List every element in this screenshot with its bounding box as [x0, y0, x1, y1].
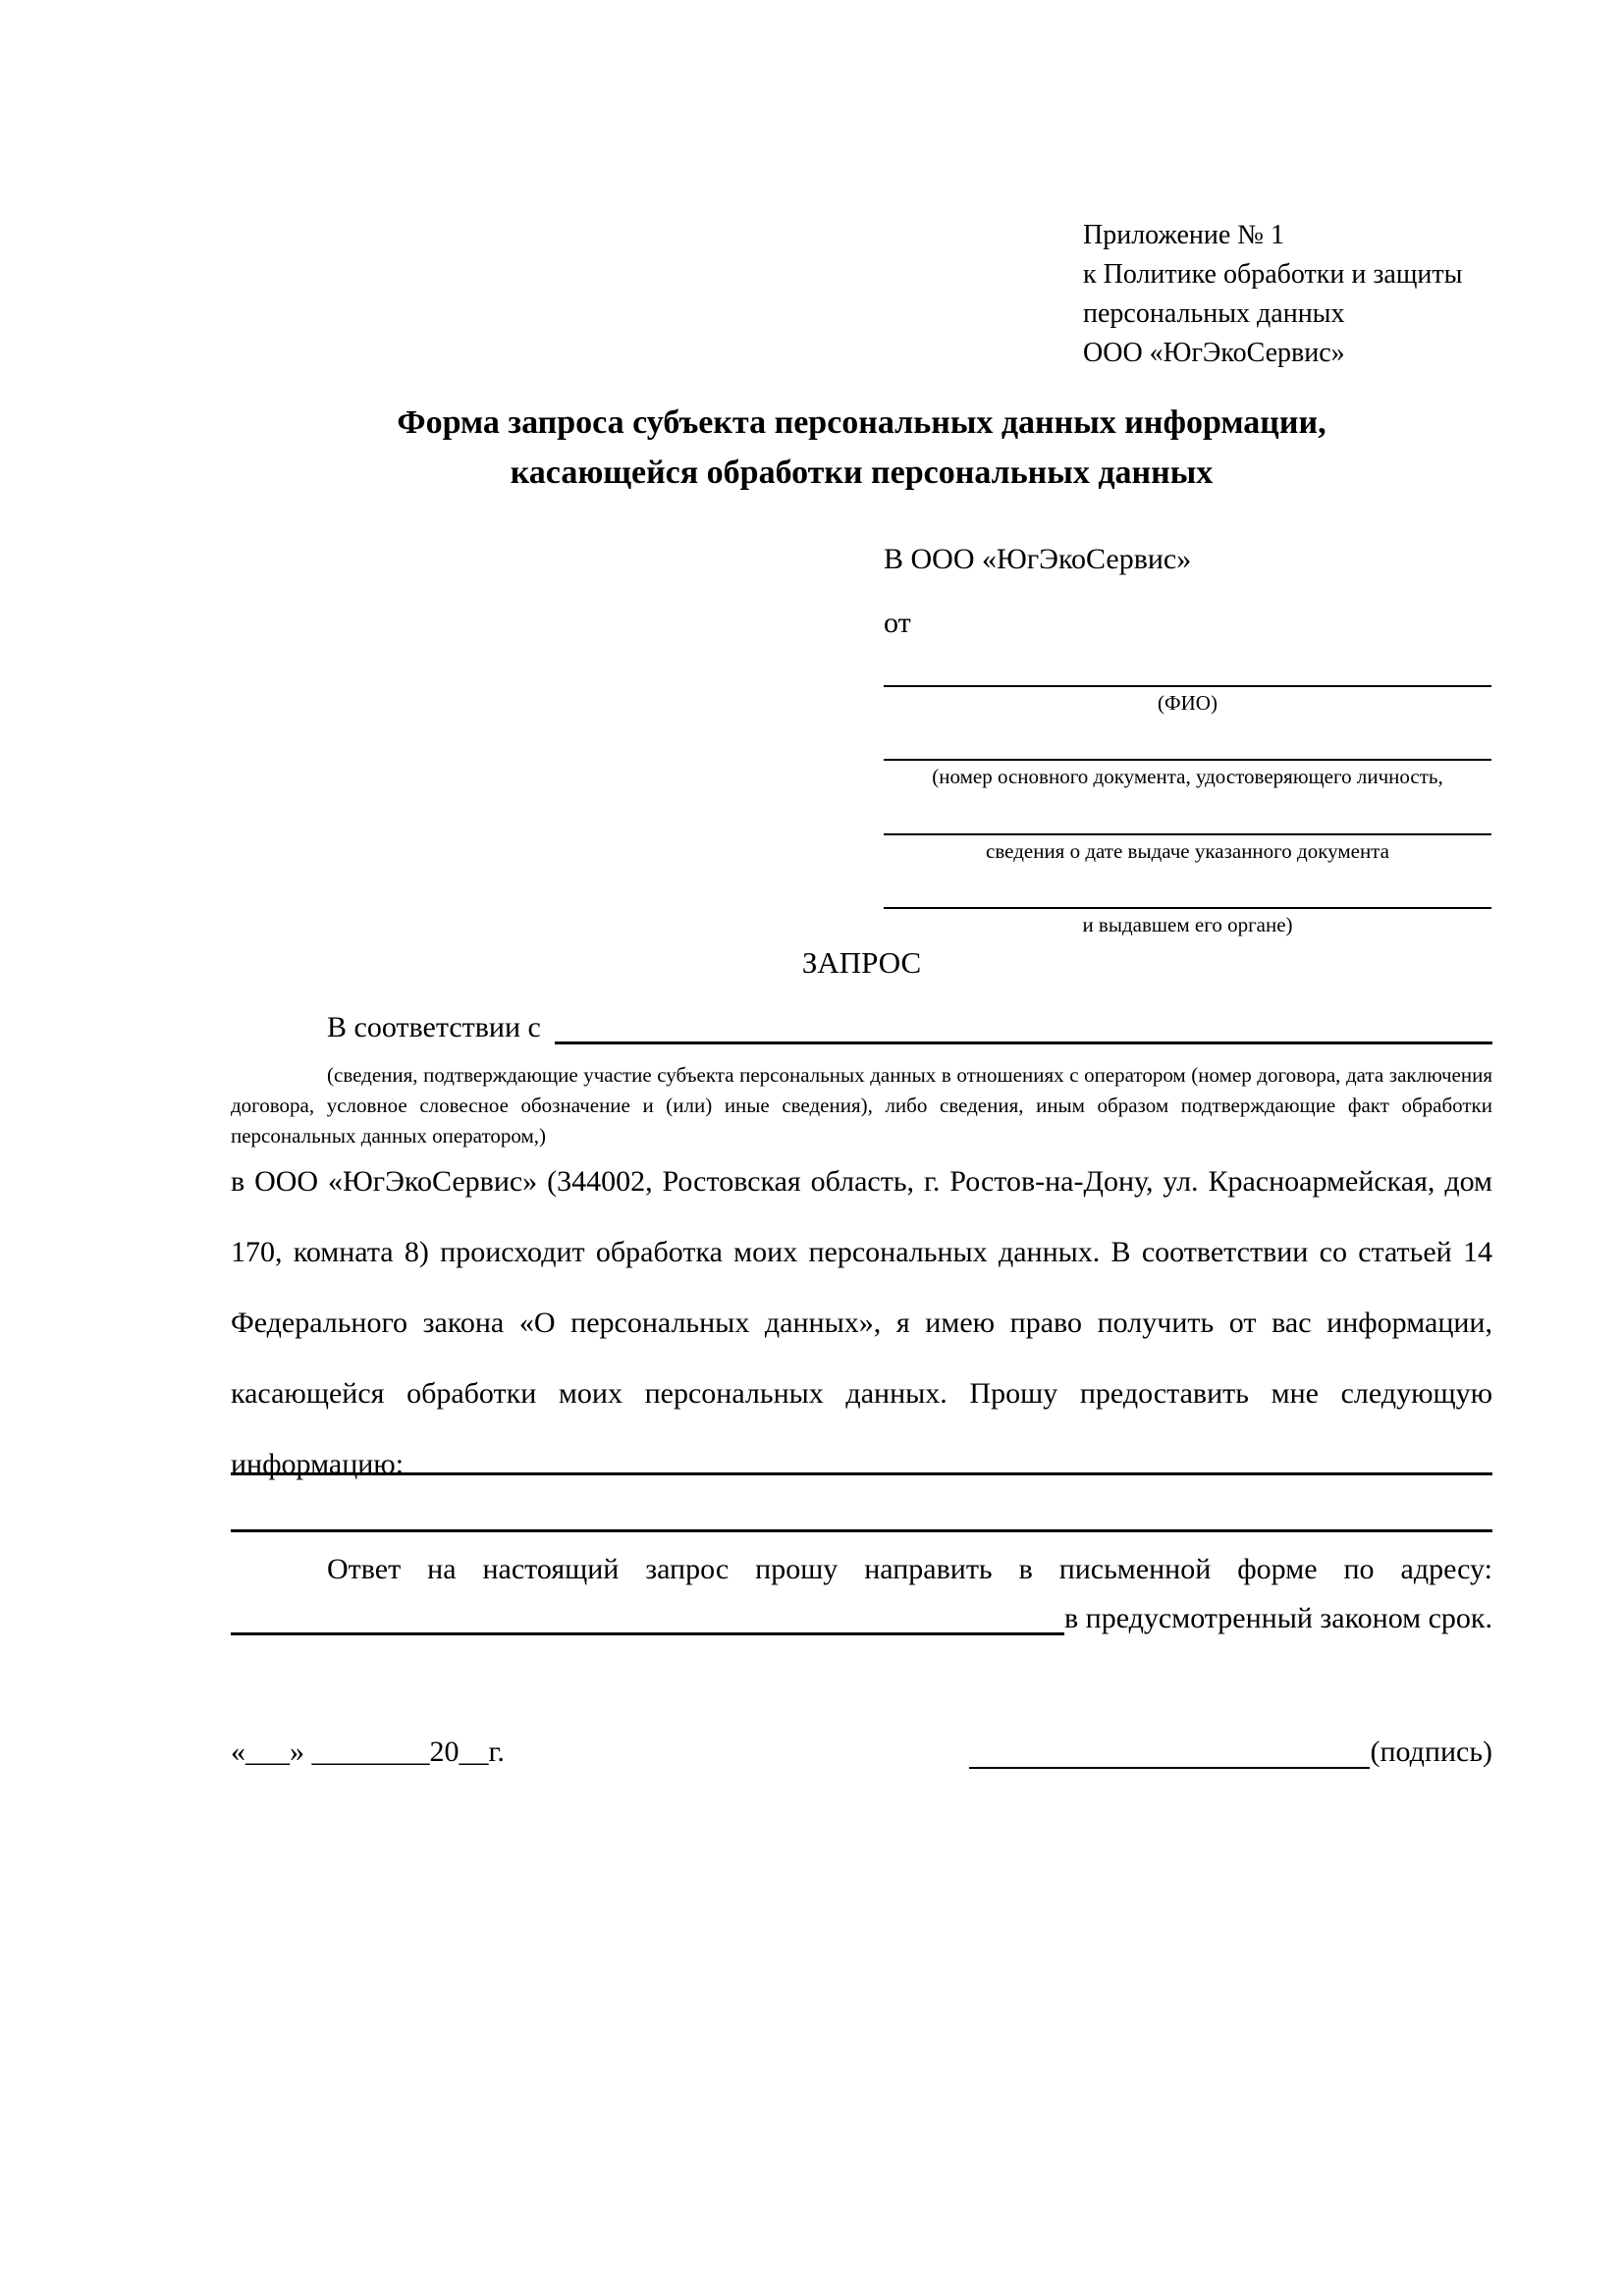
reply-address-line — [231, 1602, 1492, 1635]
document-number-caption: (номер основного документа, удостоверяющего личность, — [932, 765, 1443, 789]
reply-request-sentence: Ответ на настоящий запрос прошу направить в письменной форме по адресу: — [327, 1553, 1492, 1585]
document-title-line-1: Форма запроса субъекта персональных данных информации, — [397, 404, 1326, 441]
issuing-authority-field — [884, 881, 1491, 937]
request-heading: ЗАПРОС — [801, 945, 922, 980]
addressee-from-label: от — [884, 607, 911, 639]
appendix-line-1: Приложение № 1 — [1083, 220, 1284, 250]
appendix-line-2: к Политике обработки и защиты — [1083, 259, 1463, 291]
issuing-authority-caption: и выдавшем его органе) — [1082, 912, 1293, 936]
basis-note: (сведения, подтверждающие участие субъекта персональных данных в отношениях с оператором (номер договора, дата заключения договора, условное словесное обозначение и (или) иные сведения), либо сведения, иным образом подтверждающие факт обработки персональных данных оператором,) — [231, 1063, 1492, 1148]
addressee-to: В ООО «ЮгЭкоСервис» — [884, 543, 1192, 575]
issue-date-field — [884, 808, 1491, 864]
basis-prefix: В соответствии с — [327, 1011, 541, 1043]
document-title — [231, 398, 1492, 498]
info-fill-line-1[interactable] — [231, 1472, 1492, 1475]
document-number-field — [884, 733, 1491, 789]
appendix-header — [1083, 216, 1462, 373]
issuing-authority-fill-line[interactable] — [884, 881, 1491, 909]
date-fill-line[interactable]: «___» ________20__г. — [231, 1735, 505, 1768]
fio-field-caption: (ФИО) — [1158, 691, 1218, 715]
basis-line — [231, 1011, 1492, 1044]
request-body-paragraph: в ООО «ЮгЭкоСервис» (344002, Ростовская область, г. Ростов-на-Дону, ул. Красноармейская, дом 170, комната 8) происходит обработка моих персональных данных. В соответствии со статьей 14 Федерального закона «О персональных данных», я имею право получить от вас информации, касающейся обработки моих персональных данных. Прошу предоставить мне следующую информацию: — [231, 1165, 1492, 1480]
appendix-line-3: персональных данных — [1083, 298, 1345, 330]
document-number-fill-line[interactable] — [884, 733, 1491, 761]
signature-fill-line[interactable] — [969, 1739, 1370, 1769]
fio-fill-line[interactable] — [884, 660, 1491, 687]
signature-group — [969, 1735, 1492, 1769]
fio-field — [884, 660, 1491, 716]
document-title-line-2: касающейся обработки персональных данных — [510, 454, 1214, 491]
info-fill-line-2[interactable] — [231, 1529, 1492, 1532]
issue-date-fill-line[interactable] — [884, 808, 1491, 835]
basis-fill-line[interactable] — [555, 1015, 1492, 1044]
appendix-line-4: ООО «ЮгЭкоСервис» — [1083, 338, 1345, 369]
date-signature-row — [231, 1735, 1492, 1769]
signature-caption: (подпись) — [1370, 1735, 1492, 1768]
reply-suffix: в предусмотренный законом срок. — [1064, 1602, 1492, 1634]
addressee-block — [884, 540, 1491, 937]
issue-date-caption: сведения о дате выдаче указанного документа — [986, 838, 1389, 863]
address-fill-line[interactable] — [231, 1606, 1064, 1635]
